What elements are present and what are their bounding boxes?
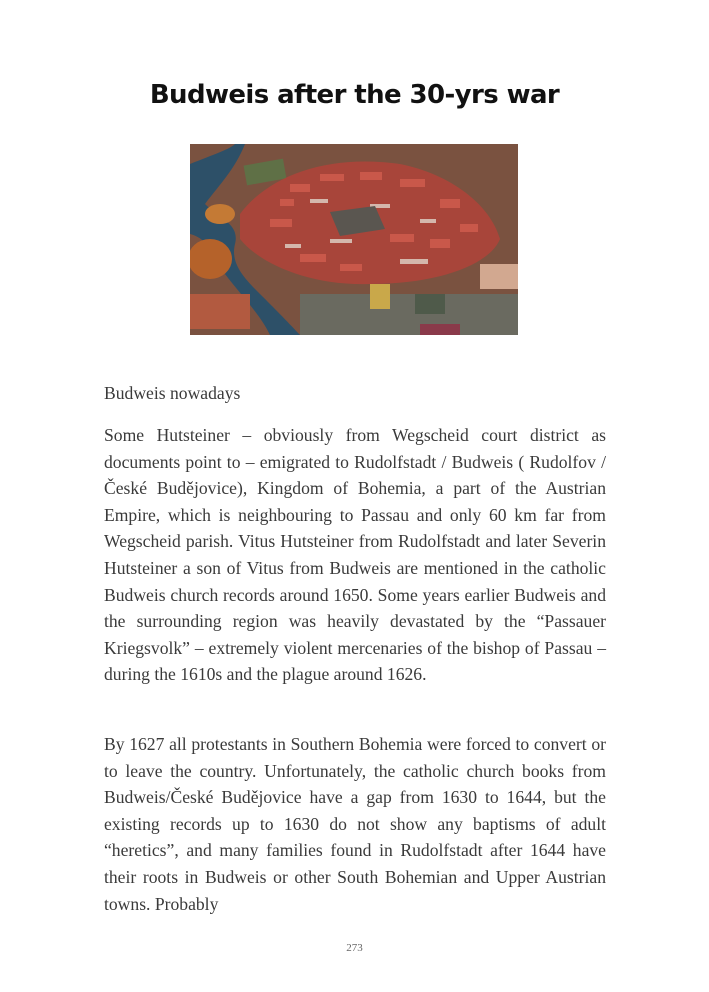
page-number: 273 [346,942,363,954]
page-title: Budweis after the 30-yrs war [149,80,560,110]
photo-caption: Budweis nowadays [104,383,241,403]
aerial-city-photo-icon [190,144,518,335]
paragraph-2: By 1627 all protestants in Southern Bohemia were forced to convert or to leave the country. Unfortunately, the catholic church books from Budweis/České Budějovice have a gap from 1630 to 1644, but the existing records up to 1630 do not show any baptisms of adult “heretics”, and many families found in Rudolfstadt after 1644 have their roots in Budweis or other South Bohemian and Upper Austrian towns. Probably [104,734,606,914]
paragraph-1: Some Hutsteiner – obviously from Wegscheid court district as documents point to – emigrated to Rudolfstadt / Budweis ( Rudolfov / České Budějovice), Kingdom of Bohemia, a part of the Austrian Empire, which is neighbouring to Passau and only 60 km far from Wegscheid parish. Vitus Hutsteiner from Rudolfstadt and later Severin Hutsteiner a son of Vitus from Budweis are mentioned in the catholic Budweis church records around 1650. Some years earlier Budweis and the surrounding region was heavily devastated by the “Passauer Kriegsvolk” – extremely violent mercenaries of the bishop of Passau – during the 1610s and the plague around 1626. [104,425,606,685]
aerial-city-photo [190,144,518,335]
